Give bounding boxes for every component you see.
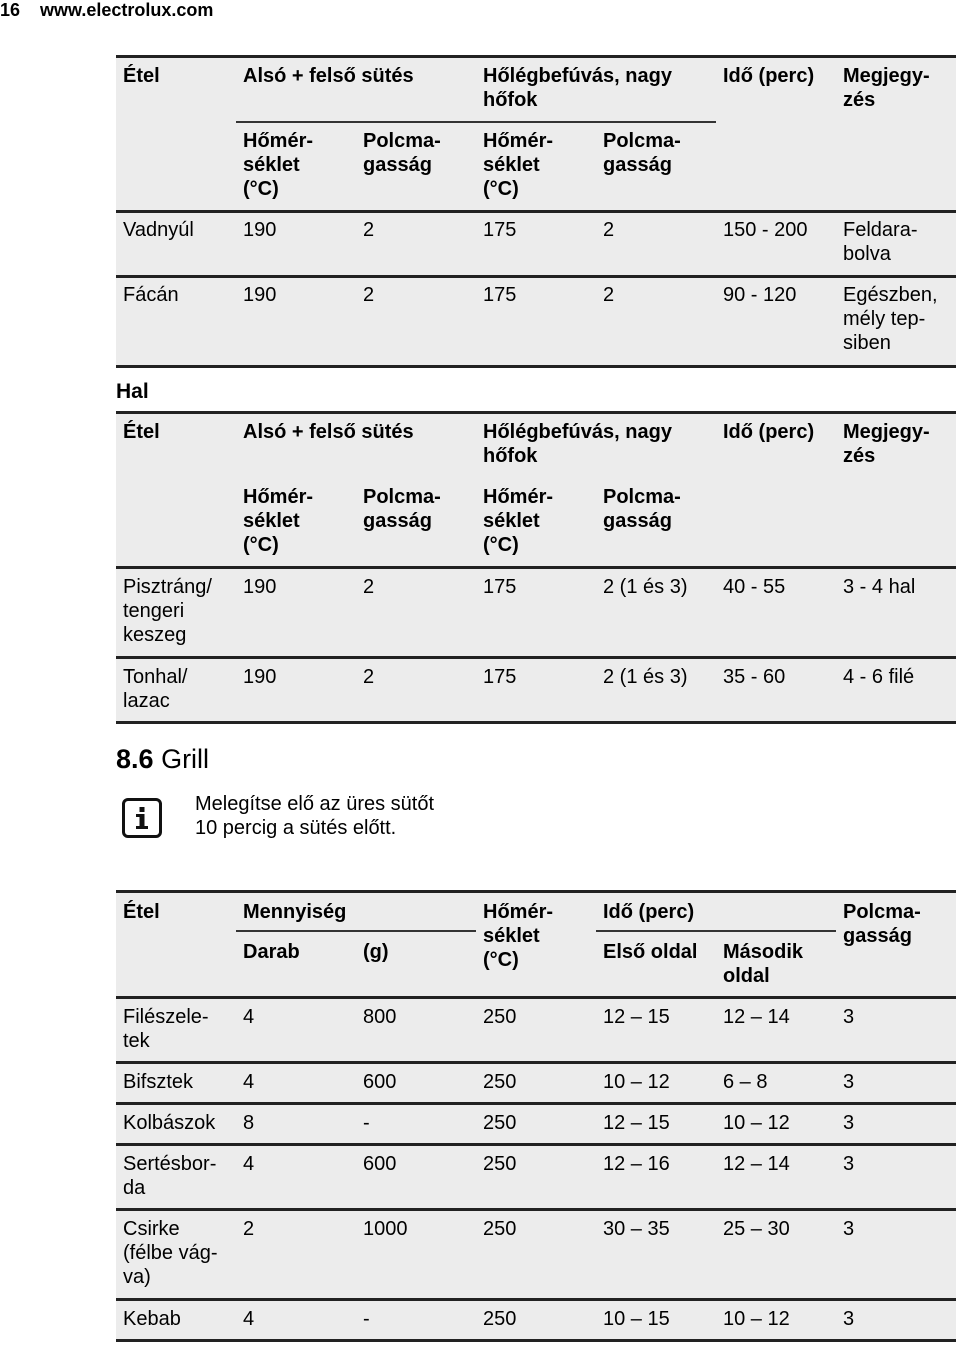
grill-preheat-note: Melegítse elő az üres sütőt 10 percig a sütés előtt. <box>195 793 435 839</box>
header-time: Idő (perc) <box>723 421 815 443</box>
row-shelf-1: 2 <box>363 219 375 241</box>
grill-time-rule <box>596 930 836 932</box>
site-url: www.electrolux.com <box>40 0 214 20</box>
header-shelf-1: Polcma- gasság <box>363 130 441 176</box>
row-shelf: 3 <box>843 1006 855 1028</box>
header-time: Idő (perc) <box>723 65 815 87</box>
row-time: 90 - 120 <box>723 284 797 306</box>
row-food: Tonhal/ lazac <box>123 666 188 712</box>
row-time: 40 - 55 <box>723 576 786 598</box>
row-food: Fácán <box>123 284 179 306</box>
row-note: Egészben, mély tep- siben <box>843 284 938 354</box>
row-shelf-1: 2 <box>363 576 375 598</box>
page-number: 16 <box>0 0 21 20</box>
fish-table-header-rule <box>116 566 956 569</box>
row-temp-2: 175 <box>483 284 517 306</box>
grill-quantity-rule <box>236 930 476 932</box>
row-first-side: 12 – 16 <box>603 1153 670 1175</box>
row-second-side: 12 – 14 <box>723 1006 790 1028</box>
header-temp-2: Hőmér- séklet (°C) <box>483 486 554 556</box>
row-temp-2: 175 <box>483 666 517 688</box>
row-temp-1: 190 <box>243 576 277 598</box>
grill-row-rule <box>116 1298 956 1301</box>
fish-table-row-rule <box>116 656 956 659</box>
header-grams: (g) <box>363 941 389 963</box>
header-temp-1: Hőmér- séklet (°C) <box>243 130 314 200</box>
grill-table-bottom-rule <box>116 1339 956 1342</box>
row-first-side: 10 – 12 <box>603 1071 670 1093</box>
header-conventional: Alsó + felső sütés <box>243 65 414 87</box>
row-food: Sertésbor- da <box>123 1153 217 1199</box>
header-quantity: Mennyiség <box>243 901 347 923</box>
grill-row-rule <box>116 1143 956 1146</box>
header-note: Megjegy- zés <box>843 421 930 467</box>
row-second-side: 10 – 12 <box>723 1112 790 1134</box>
header-shelf-1: Polcma- gasság <box>363 486 441 532</box>
grill-section-title <box>116 744 209 774</box>
row-food: Filészele- tek <box>123 1006 209 1052</box>
header-conventional: Alsó + felső sütés <box>243 421 414 443</box>
game-table-top-rule <box>116 55 956 58</box>
row-note: Feldara- bolva <box>843 219 918 265</box>
row-temp-1: 190 <box>243 219 277 241</box>
row-temp: 250 <box>483 1308 517 1330</box>
header-temp-1: Hőmér- séklet (°C) <box>243 486 314 556</box>
row-shelf: 3 <box>843 1112 855 1134</box>
row-shelf: 3 <box>843 1153 855 1175</box>
fish-section-title: Hal <box>116 380 149 403</box>
section-title: Grill <box>161 744 210 774</box>
row-food: Vadnyúl <box>123 219 194 241</box>
header-food: Étel <box>123 901 160 923</box>
game-table-subheader-rule <box>236 121 716 123</box>
header-shelf-2: Polcma- gasság <box>603 486 681 532</box>
grill-row-rule <box>116 1102 956 1105</box>
row-grams: 800 <box>363 1006 397 1028</box>
row-food: Bifsztek <box>123 1071 194 1093</box>
row-pieces: 4 <box>243 1153 255 1175</box>
row-temp-2: 175 <box>483 219 517 241</box>
grill-table-header-rule <box>116 996 956 999</box>
header-shelf: Polcma- gasság <box>843 901 921 947</box>
row-second-side: 6 – 8 <box>723 1071 768 1093</box>
row-temp: 250 <box>483 1006 517 1028</box>
header-food: Étel <box>123 65 160 87</box>
header-second-side: Második oldal <box>723 941 804 987</box>
row-first-side: 12 – 15 <box>603 1112 670 1134</box>
header-note: Megjegy- zés <box>843 65 930 111</box>
row-second-side: 10 – 12 <box>723 1308 790 1330</box>
header-pieces: Darab <box>243 941 300 963</box>
info-icon <box>122 798 162 838</box>
header-first-side: Első oldal <box>603 941 698 963</box>
row-temp-1: 190 <box>243 666 277 688</box>
row-second-side: 12 – 14 <box>723 1153 790 1175</box>
row-grams: - <box>363 1308 370 1330</box>
header-shelf-2: Polcma- gasság <box>603 130 681 176</box>
row-time: 150 - 200 <box>723 219 808 241</box>
row-time: 35 - 60 <box>723 666 786 688</box>
fish-table-bottom-rule <box>116 721 956 724</box>
row-shelf-2: 2 <box>603 284 615 306</box>
row-temp-2: 175 <box>483 576 517 598</box>
row-temp: 250 <box>483 1153 517 1175</box>
header-temp: Hőmér- séklet (°C) <box>483 901 554 971</box>
header-fan: Hőlégbefúvás, nagy hőfok <box>483 421 672 467</box>
header-fan: Hőlégbefúvás, nagy hőfok <box>483 65 672 111</box>
row-temp: 250 <box>483 1071 517 1093</box>
game-table-row-rule <box>116 275 956 278</box>
section-number: 8.6 <box>116 744 154 774</box>
row-pieces: 4 <box>243 1071 255 1093</box>
row-shelf-2: 2 (1 és 3) <box>603 576 688 598</box>
grill-table-top-rule <box>116 890 956 893</box>
header-time: Idő (perc) <box>603 901 695 923</box>
row-first-side: 12 – 15 <box>603 1006 670 1028</box>
row-food: Pisztráng/ tengeri keszeg <box>123 576 212 646</box>
row-pieces: 8 <box>243 1112 255 1134</box>
row-grams: 1000 <box>363 1218 408 1240</box>
row-pieces: 4 <box>243 1006 255 1028</box>
row-shelf-1: 2 <box>363 666 375 688</box>
row-food: Csirke (félbe vág- va) <box>123 1218 218 1288</box>
row-note: 4 - 6 filé <box>843 666 915 688</box>
header-food: Étel <box>123 421 160 443</box>
row-shelf: 3 <box>843 1218 855 1240</box>
row-pieces: 4 <box>243 1308 255 1330</box>
row-pieces: 2 <box>243 1218 255 1240</box>
row-shelf-2: 2 <box>603 219 615 241</box>
row-temp: 250 <box>483 1218 517 1240</box>
row-first-side: 30 – 35 <box>603 1218 670 1240</box>
row-temp: 250 <box>483 1112 517 1134</box>
grill-row-rule <box>116 1061 956 1064</box>
row-shelf-2: 2 (1 és 3) <box>603 666 688 688</box>
row-note: 3 - 4 hal <box>843 576 916 598</box>
game-table-header-rule <box>116 210 956 213</box>
row-shelf: 3 <box>843 1308 855 1330</box>
row-grams: 600 <box>363 1071 397 1093</box>
row-grams: - <box>363 1112 370 1134</box>
row-food: Kolbászok <box>123 1112 216 1134</box>
row-second-side: 25 – 30 <box>723 1218 790 1240</box>
row-shelf-1: 2 <box>363 284 375 306</box>
header-temp-2: Hőmér- séklet (°C) <box>483 130 554 200</box>
game-table-bottom-rule <box>116 365 956 368</box>
row-first-side: 10 – 15 <box>603 1308 670 1330</box>
grill-row-rule <box>116 1208 956 1211</box>
row-grams: 600 <box>363 1153 397 1175</box>
row-temp-1: 190 <box>243 284 277 306</box>
row-shelf: 3 <box>843 1071 855 1093</box>
fish-table-top-rule <box>116 411 956 414</box>
row-food: Kebab <box>123 1308 181 1330</box>
